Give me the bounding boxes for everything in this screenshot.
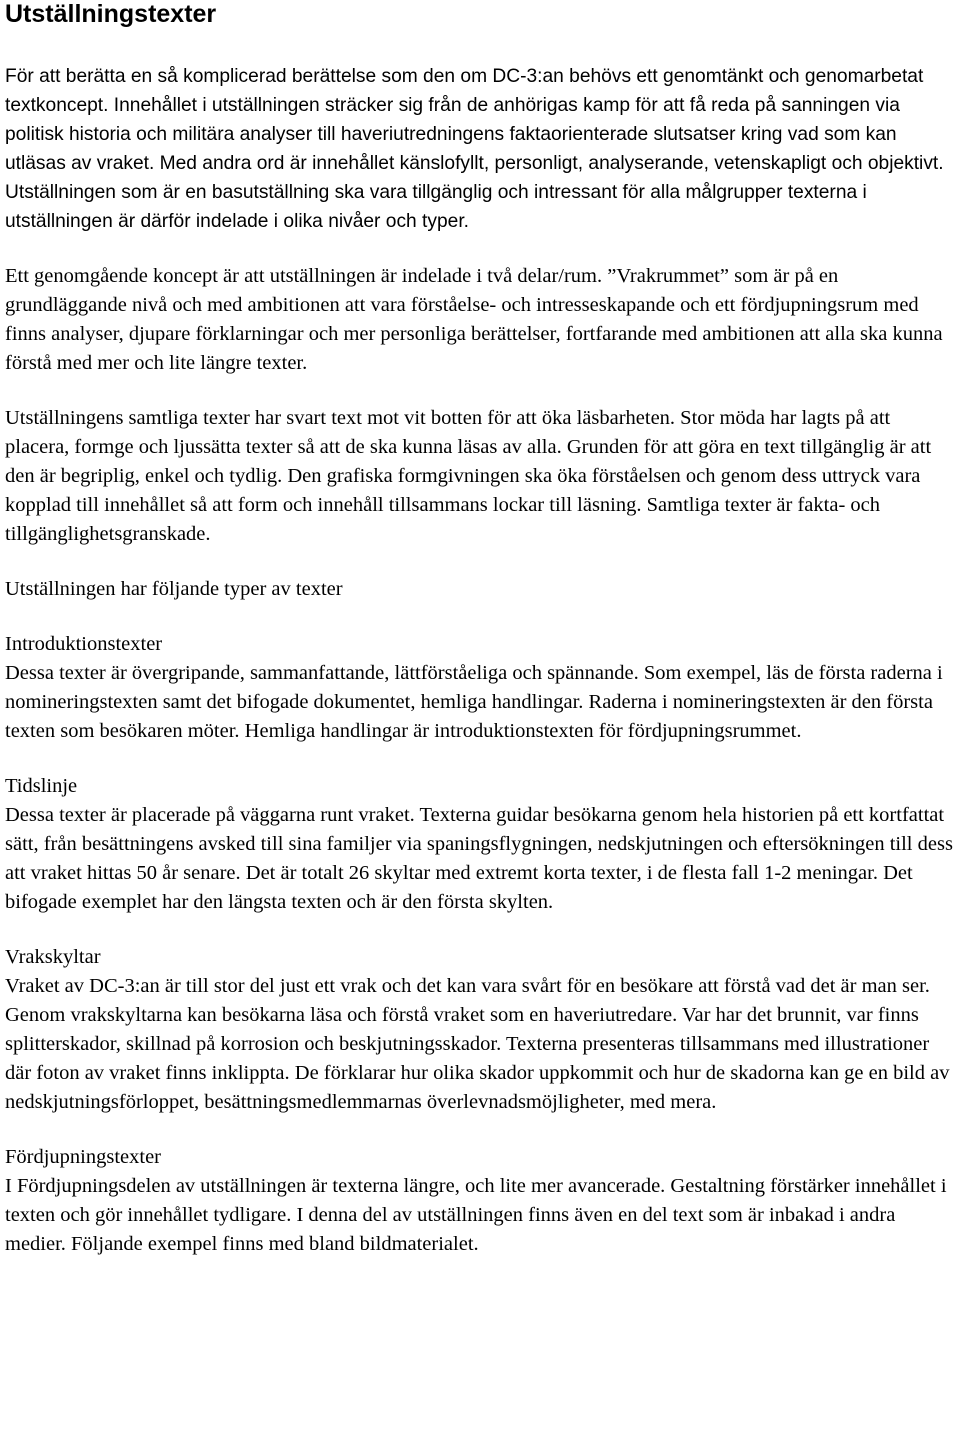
page-title: Utställningstexter xyxy=(5,0,217,28)
section-tidslinje xyxy=(5,772,955,917)
section-heading: Introduktionstexter xyxy=(5,633,163,655)
section-introduktionstexter xyxy=(5,630,955,746)
section-body: Vraket av DC-3:an är till stor del just ett vrak och det kan vara svårt för en besökare att förstå vad det är man ser. Genom vrakskyltarna kan besökarna läsa och förstå vraket som en haveriutredare. Var har det brunnit, var finns splitterskador, skillnad på korrosion och beskjutningsskador. Texterna presenteras tillsammans med illustrationer där foton av vraket finns inklippta. De förklarar hur olika skador uppkommit och hur de skadorna kan ge en bild av nedskjutningsförloppet, besättningsmedlemmarnas överlevnadsmöjligheter, med mera. xyxy=(5,975,950,1113)
section-vrakskyltar xyxy=(5,943,955,1117)
readability-paragraph: Utställningens samtliga texter har svart text mot vit botten för att öka läsbarheten. Stor möda har lagts på att placera, formge och ljussätta texter så att de ska kunna läsas av alla. Grunden för att göra en text tillgänglig är att den är begriplig, enkel och tydlig. Den grafiska formgivningen ska öka förståelsen och genom dess uttryck vara kopplad till innehållet så att form och innehåll tillsammans lockar till läsning. Samtliga texter är fakta- och tillgänglighetsgranskade. xyxy=(5,407,932,545)
section-heading: Fördjupningstexter xyxy=(5,1146,162,1168)
section-heading: Vrakskyltar xyxy=(5,946,101,968)
section-body: Dessa texter är placerade på väggarna runt vraket. Texterna guidar besökarna genom hela historien på ett kortfattat sätt, från besättningens avsked till sina familjer via spaningsflygningen, nedskjutningen och eftersökningen till dess att vraket hittas 50 år senare. Det är totalt 26 skyltar med extremt korta texter, i de flesta fall 1-2 meningar. Det bifogade exemplet har den längsta texten och är den första skylten. xyxy=(5,804,953,913)
concept-paragraph: Ett genomgående koncept är att utställningen är indelade i två delar/rum. ”Vrakrummet” som är på en grundläggande nivå och med ambitionen att vara förståelse- och intresseskapande och ett fördjupningsrum med finns analyser, djupare förklarningar och mer personliga berättelser, fortfarande med ambitionen att alla ska kunna förstå med mer och lite längre texter. xyxy=(5,265,943,374)
intro-paragraph: För att berätta en så komplicerad berättelse som den om DC-3:an behövs ett genomtänkt och genomarbetat textkoncept. Innehållet i utställningen sträcker sig från de anhörigas kamp för att få reda på sanningen via politisk historia och militära analyser till haveriutredningens faktaorienterade slutsatser kring vad som kan utläsas av vraket. Med andra ord är innehållet känslofyllt, personligt, analyserande, vetenskapligt och objektivt. Utställningen som är en basutställning ska vara tillgänglig och intressant för alla målgrupper texterna i utställningen är därför indelade i olika nivåer och typer. xyxy=(5,66,944,232)
section-fordjupningstexter xyxy=(5,1143,955,1259)
section-body: I Fördjupningsdelen av utställningen är texterna längre, och lite mer avancerade. Gestaltning förstärker innehållet i texten och gör innehållet tydligare. I denna del av utställningen finns även en del text som är inbakad i andra medier. Följande exempel finns med bland bildmaterialet. xyxy=(5,1175,947,1255)
section-heading: Tidslinje xyxy=(5,775,78,797)
types-intro-paragraph: Utställningen har följande typer av texter xyxy=(5,578,343,600)
section-body: Dessa texter är övergripande, sammanfattande, lättförståeliga och spännande. Som exempel, läs de första raderna i nomineringstexten samt det bifogade dokumentet, hemliga handlingar. Raderna i nomineringstexten är den första texten som besökaren möter. Hemliga handlingar är introduktionstexten för fördjupningsrummet. xyxy=(5,662,943,742)
